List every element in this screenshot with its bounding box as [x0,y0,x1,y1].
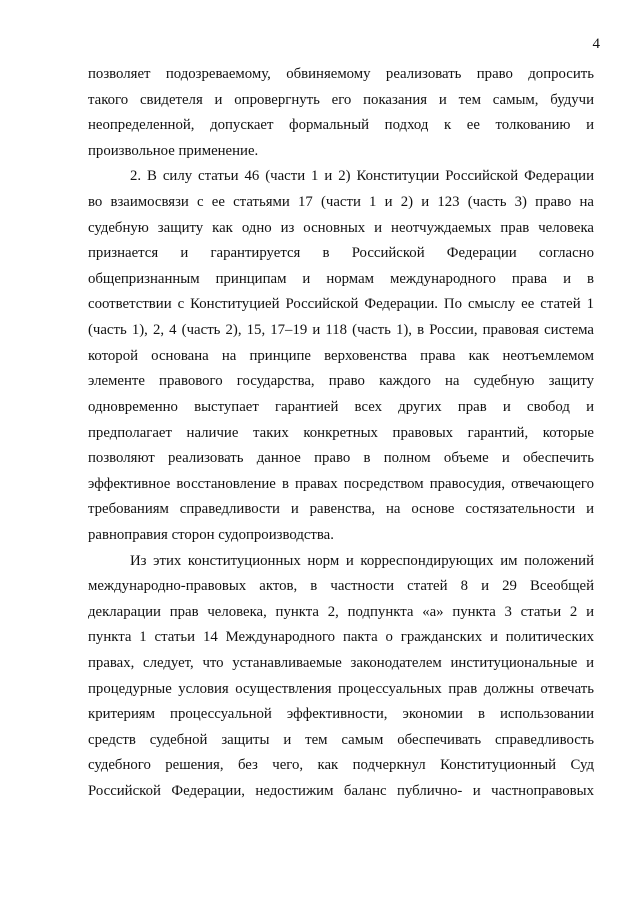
text-line: одновременно выступает гарантией всех других прав и свобод и [88,398,594,415]
text-line: средств судебной защиты и тем самым обеспечивать справедливость [88,731,594,748]
text-line: позволяет подозреваемому, обвиняемому реализовать право допросить [88,66,594,82]
text-line: во взаимосвязи с ее статьями 17 (части 1 и 2) и 123 (часть 3) право на [88,194,594,211]
document-body [88,62,594,805]
text-line: такого свидетеля и опровергнуть его показания и тем самым, будучи [88,91,594,108]
text-line: 2. В силу статьи 46 (части 1 и 2) Конституции Российской Федерации [130,168,594,185]
text-line: элементе правового государства, право каждого на судебную защиту [88,373,594,390]
text-line: неопределенной, допускает формальный подход к ее толкованию и [88,117,594,134]
text-line: (часть 1), 2, 4 (часть 2), 15, 17–19 и 118 (часть 1), в России, правовая система [88,322,594,339]
text-line: равноправия сторон судопроизводства. [88,526,334,543]
text-line: предполагает наличие таких конкретных правовых гарантий, которые [88,424,594,441]
text-line: общепризнанным принципам и нормам международного права и в [88,270,594,287]
page-number: 4 [592,36,600,52]
paragraph [88,164,594,548]
text-line: критериям процессуальной эффективности, экономии в использовании [88,706,594,723]
paragraph [88,62,594,164]
text-line: процедурные условия осуществления процессуальных прав должны отвечать [88,680,594,697]
text-line: соответствии с Конституцией Российской Федерации. По смыслу ее статей 1 [88,296,594,313]
text-line: требованиям справедливости и равенства, на основе состязательности и [88,501,594,518]
text-line: судебную защиту как одно из основных и неотчуждаемых прав человека [88,219,594,236]
text-line: эффективное восстановление в правах посредством правосудия, отвечающего [88,475,594,492]
text-line: позволяют реализовать данное право в полном объеме и обеспечить [88,450,594,467]
text-line: признается и гарантируется в Российской Федерации согласно [88,245,594,262]
text-line: международно-правовых актов, в частности статей 8 и 29 Всеобщей [88,578,594,595]
text-line: декларации прав человека, пункта 2, подпункта «а» пункта 3 статьи 2 и [88,603,594,620]
text-line: судебного решения, без чего, как подчеркнул Конституционный Суд [88,757,594,774]
text-line: которой основана на принципе верховенства права как неотъемлемом [88,347,594,364]
text-line: произвольное применение. [88,142,259,159]
text-line: пункта 1 статьи 14 Международного пакта о гражданских и политических [88,629,594,646]
text-line: Из этих конституционных норм и корреспондирующих им положений [130,552,594,569]
text-line: правах, следует, что устанавливаемые законодателем институциональные и [88,655,594,672]
paragraph [88,549,594,805]
text-line: Российской Федерации, недостижим баланс публично- и частноправовых [88,783,594,800]
